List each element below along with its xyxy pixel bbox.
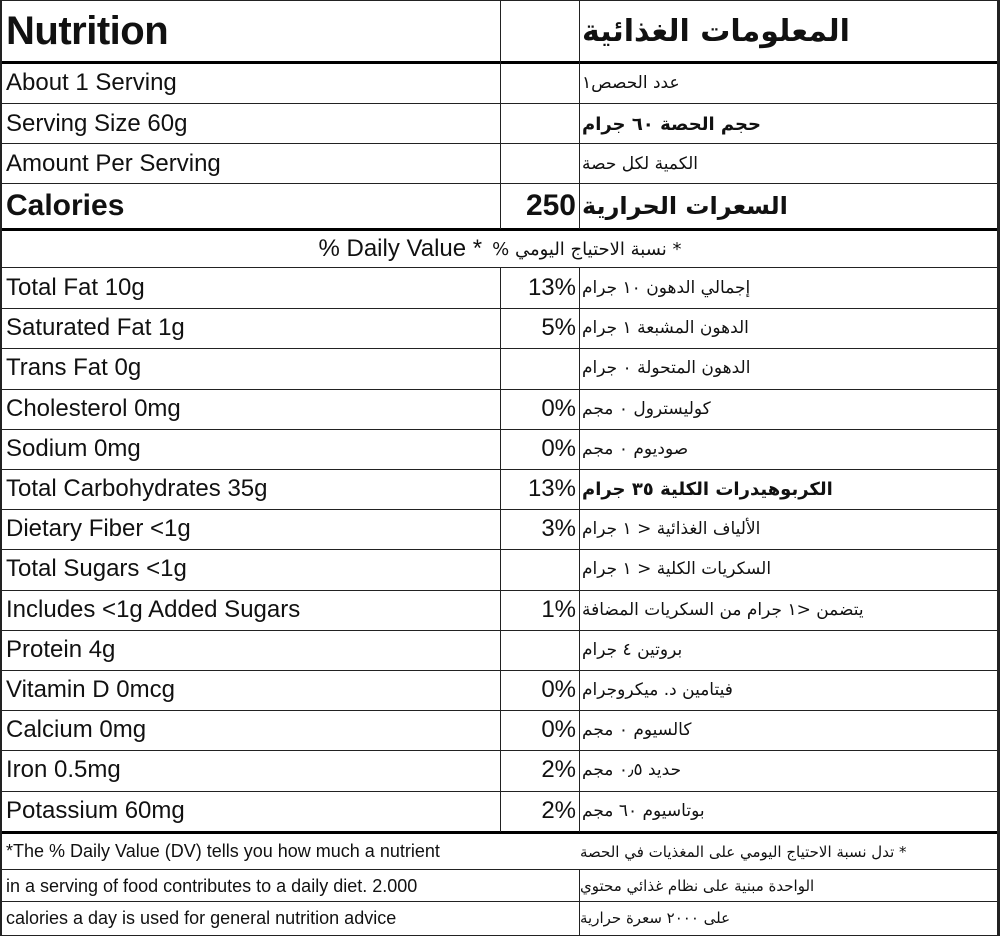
nutrient-name-english: Potassium 60mg <box>6 796 185 824</box>
column-divider <box>579 869 580 936</box>
nutrient-name-arabic: بوتاسيوم ٦٠ مجم <box>582 800 705 821</box>
nutrient-daily-value: 0% <box>541 394 576 422</box>
nutrient-name-english: Dietary Fiber <1g <box>6 515 191 543</box>
nutrient-daily-value: 13% <box>527 274 576 302</box>
nutrient-daily-value: 0% <box>541 676 576 704</box>
nutrient-daily-value <box>502 348 576 388</box>
nutrient-name-arabic: فيتامين د. ميكروجرام <box>582 680 733 701</box>
nutrient-daily-value: 0% <box>541 434 576 462</box>
nutrient-name-english: Total Carbohydrates 35g <box>6 475 268 503</box>
title-arabic: المعلومات الغذائية <box>582 13 850 49</box>
nutrient-name-english: Calcium 0mg <box>6 716 147 744</box>
footnote-row <box>0 902 1000 934</box>
nutrient-daily-value <box>502 630 576 670</box>
column-divider <box>579 267 580 832</box>
servings-count-english: About 1 Serving <box>6 69 177 96</box>
column-divider <box>0 0 2 936</box>
title-english: Nutrition <box>6 8 169 53</box>
nutrient-daily-value: 13% <box>527 475 576 503</box>
nutrient-name-arabic: حديد ٠٫٥ مجم <box>582 760 682 781</box>
footnote-english: *The % Daily Value (DV) tells you how much a nutrient <box>6 841 440 861</box>
nutrient-daily-value: 2% <box>541 796 576 824</box>
nutrient-name-arabic: كالسيوم ٠ مجم <box>582 720 692 741</box>
nutrient-daily-value: 2% <box>541 756 576 784</box>
footnote-row <box>0 870 1000 902</box>
nutrient-name-english: Includes <1g Added Sugars <box>6 595 301 623</box>
nutrient-name-arabic: الكربوهيدرات الكلية ٣٥ جرام <box>582 478 833 500</box>
nutrient-name-english: Vitamin D 0mcg <box>6 676 175 704</box>
nutrient-name-english: Saturated Fat 1g <box>6 314 185 342</box>
calories-label-arabic: السعرات الحرارية <box>582 192 788 220</box>
nutrient-name-english: Iron 0.5mg <box>6 756 121 784</box>
nutrient-daily-value: 5% <box>541 314 576 342</box>
daily-value-header-row <box>0 230 1000 268</box>
daily-value-header-english: % Daily Value * <box>318 235 483 262</box>
serving-size-arabic: حجم الحصة ٦٠ جرام <box>582 113 761 135</box>
calories-label-english: Calories <box>6 189 125 222</box>
nutrient-name-english: Total Fat 10g <box>6 274 145 302</box>
servings-count-arabic: عدد الحصص١ <box>582 73 680 93</box>
nutrient-name-english: Trans Fat 0g <box>6 354 142 382</box>
footnote-arabic: الواحدة مبنية على نظام غذائي محتوي <box>580 877 815 895</box>
nutrient-name-arabic: بروتين ٤ جرام <box>582 639 683 660</box>
footnote-row <box>0 833 1000 870</box>
amount-per-serving-arabic: الكمية لكل حصة <box>582 154 698 174</box>
footnote-arabic: * تدل نسبة الاحتياج اليومي على المغذيات في الحصة <box>580 842 907 861</box>
serving-size-english: Serving Size 60g <box>6 110 188 137</box>
row-divider <box>0 901 1000 902</box>
nutrient-name-arabic: صوديوم ٠ مجم <box>582 438 689 459</box>
calories-value: 250 <box>525 189 576 222</box>
footnote-english: in a serving of food contributes to a daily diet. 2.000 <box>6 875 418 896</box>
daily-value-header <box>0 230 1000 268</box>
nutrient-daily-value <box>502 549 576 589</box>
daily-value-header-arabic: * نسبة الاحتياج اليومي % <box>492 238 682 260</box>
amount-per-serving-english: Amount Per Serving <box>6 150 221 177</box>
row-divider <box>0 869 1000 870</box>
nutrient-name-arabic: كوليسترول ٠ مجم <box>582 398 711 419</box>
nutrient-daily-value: 3% <box>541 515 576 543</box>
nutrient-name-english: Protein 4g <box>6 635 116 663</box>
nutrient-name-arabic: يتضمن <١ جرام من السكريات المضافة <box>582 599 864 620</box>
nutrient-name-arabic: إجمالي الدهون ١٠ جرام <box>582 278 751 299</box>
column-divider <box>500 0 501 229</box>
nutrient-daily-value: 0% <box>541 716 576 744</box>
column-divider <box>500 267 501 832</box>
nutrient-name-english: Total Sugars <1g <box>6 555 187 583</box>
nutrient-name-english: Sodium 0mg <box>6 434 141 462</box>
footnote-arabic: على ٢٠٠٠ سعرة حرارية <box>580 909 731 927</box>
nutrient-name-arabic: الدهون المشبعة ١ جرام <box>582 318 749 339</box>
nutrient-name-arabic: الألياف الغذائية < ١ جرام <box>582 519 761 540</box>
column-divider <box>579 0 580 229</box>
nutrient-daily-value: 1% <box>541 595 576 623</box>
nutrient-name-arabic: الدهون المتحولة ٠ جرام <box>582 358 751 379</box>
nutrient-name-english: Cholesterol 0mg <box>6 394 181 422</box>
footnote-english: calories a day is used for general nutrition advice <box>6 907 397 928</box>
nutrient-name-arabic: السكريات الكلية < ١ جرام <box>582 559 772 580</box>
